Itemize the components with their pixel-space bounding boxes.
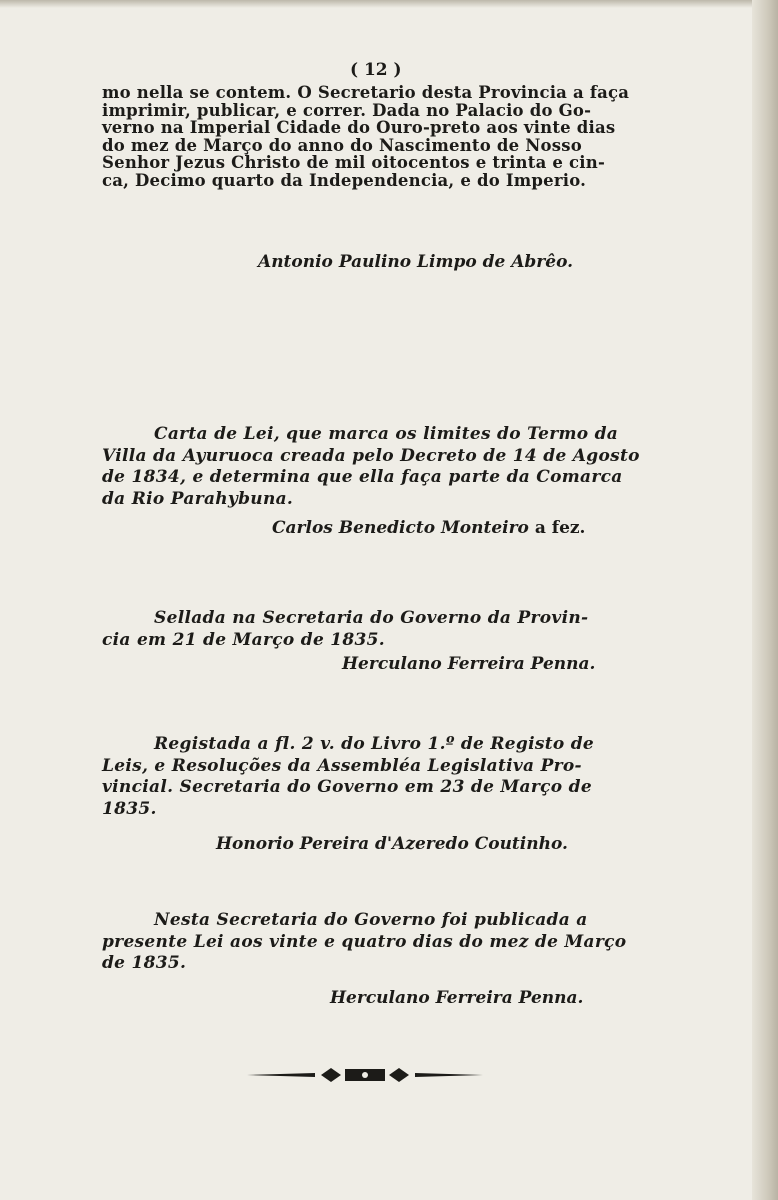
decree-signature: Antonio Paulino Limpo de Abrêo. — [258, 252, 574, 272]
decree-line: mo nella se contem. O Secretario desta Provincia a faça — [102, 83, 630, 102]
publicada-line: de 1835. — [102, 953, 187, 973]
sellada-line: cia em 21 de Março de 1835. — [102, 629, 386, 650]
publicada-signature: Herculano Ferreira Penna. — [330, 988, 584, 1008]
sellada-signature: Herculano Ferreira Penna. — [342, 654, 596, 674]
page-number: ( 12 ) — [350, 60, 402, 80]
carta-signature — [272, 518, 585, 538]
registada-line: 1835. — [102, 798, 157, 819]
decree-paragraph — [102, 84, 702, 190]
carta-line: de 1834, e determina que ella faça parte da Comarca — [102, 467, 623, 487]
carta-signature-suffix: a fez. — [534, 518, 586, 538]
publicada-paragraph — [102, 910, 702, 975]
decree-line: do mez de Março do anno do Nascimento de Nosso — [102, 135, 582, 155]
carta-line: Villa da Ayuruoca creada pelo Decreto de 14 de Agosto — [102, 445, 640, 466]
page-top-edge — [0, 0, 778, 8]
decree-line: Senhor Jezus Christo de mil oitocentos e trinta e cin- — [102, 153, 606, 173]
registada-line: vincial. Secretaria do Governo em 23 de Março de — [102, 777, 592, 797]
page-binding-edge — [752, 0, 778, 1200]
carta-title-paragraph — [102, 424, 702, 510]
carta-line: Carta de Lei, que marca os limites do Termo da — [154, 424, 619, 444]
publicada-line: Nesta Secretaria do Governo foi publicada a — [154, 910, 588, 930]
registada-line: Registada a fl. 2 v. do Livro 1.º de Registo de — [154, 734, 595, 754]
sellada-paragraph — [102, 608, 702, 651]
registada-paragraph — [102, 734, 702, 820]
ornament-divider-icon — [245, 1064, 485, 1086]
carta-line: da Rio Parahybuna. — [102, 488, 294, 509]
registada-signature: Honorio Pereira d'Azeredo Coutinho. — [216, 834, 568, 854]
sellada-line: Sellada na Secretaria do Governo da Provin- — [154, 608, 589, 628]
publicada-line: presente Lei aos vinte e quatro dias do mez de Março — [102, 931, 627, 952]
decree-line: imprimir, publicar, e correr. Dada no Palacio do Go- — [102, 100, 592, 120]
carta-signature-name: Carlos Benedicto Monteiro — [272, 518, 529, 538]
decree-line: verno na Imperial Cidade do Ouro-preto aos vinte dias — [102, 118, 616, 138]
registada-line: Leis, e Resoluções da Assembléa Legislativa Pro- — [102, 755, 582, 776]
decree-line: ca, Decimo quarto da Independencia, e do Imperio. — [102, 170, 587, 190]
